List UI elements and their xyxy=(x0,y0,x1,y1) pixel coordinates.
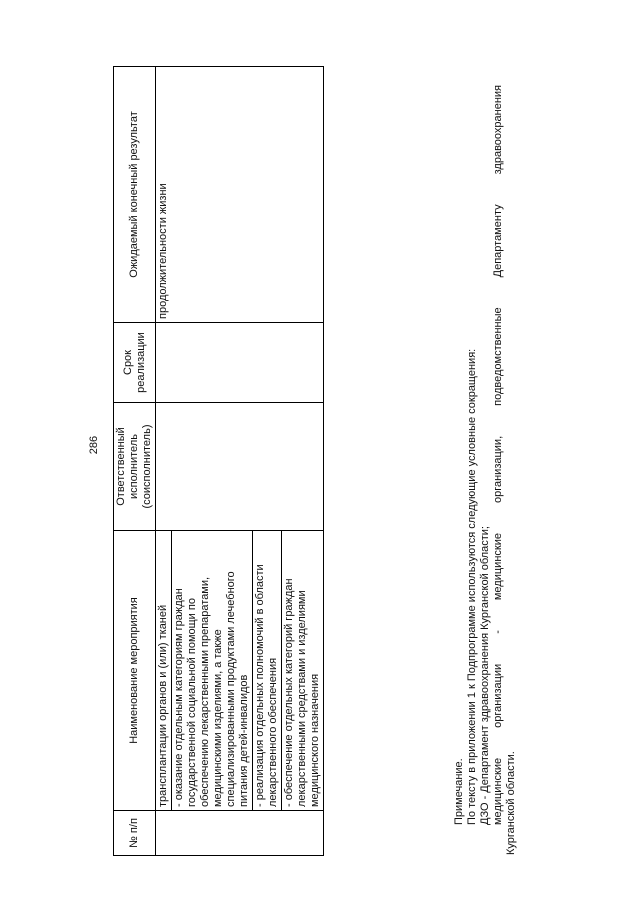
header-responsible: Ответственный исполнитель (соисполнитель) xyxy=(114,403,156,531)
note-line: ДЗО - Департамент здравоохранения Курганской области; xyxy=(479,526,491,825)
row-num xyxy=(156,811,324,856)
row-name: - обеспечение отдельных категорий граждан лекарственными средствами и изделиями медицинского назначения xyxy=(282,531,324,811)
measures-table xyxy=(113,66,324,856)
table-header-row xyxy=(114,67,156,856)
note-line: По тексту в приложении 1 к Подпрограмме используются следующие условные сокращения: xyxy=(466,348,478,825)
row-name: - реализация отдельных полномочий в области лекарственного обеспечения xyxy=(253,531,282,811)
row-responsible xyxy=(156,403,324,531)
header-result: Ожидаемый конечный результат xyxy=(114,67,156,323)
row-result: продолжительности жизни xyxy=(156,67,324,323)
note-title: Примечание. xyxy=(453,758,465,825)
note-line: медицинские организации - медицинские организации, подведомственные Департаменту здравоохранения xyxy=(492,85,504,825)
header-term: Срок реализации xyxy=(114,323,156,403)
header-name: Наименование мероприятия xyxy=(114,531,156,811)
row-name: - оказание отдельным категориям граждан государственной социальной помощи по обеспечению лекарственными препаратами, медицинскими изделиями, а также специализированными продуктами лечебного питания детей-инвалидов xyxy=(172,531,253,811)
note-line: Курганской области. xyxy=(505,751,517,855)
table-row xyxy=(156,67,172,856)
row-term xyxy=(156,323,324,403)
header-num: № п/п xyxy=(114,811,156,856)
row-name: трансплантации органов и (или) тканей xyxy=(156,531,172,811)
note-block xyxy=(453,85,518,855)
page-number: 286 xyxy=(88,435,100,455)
